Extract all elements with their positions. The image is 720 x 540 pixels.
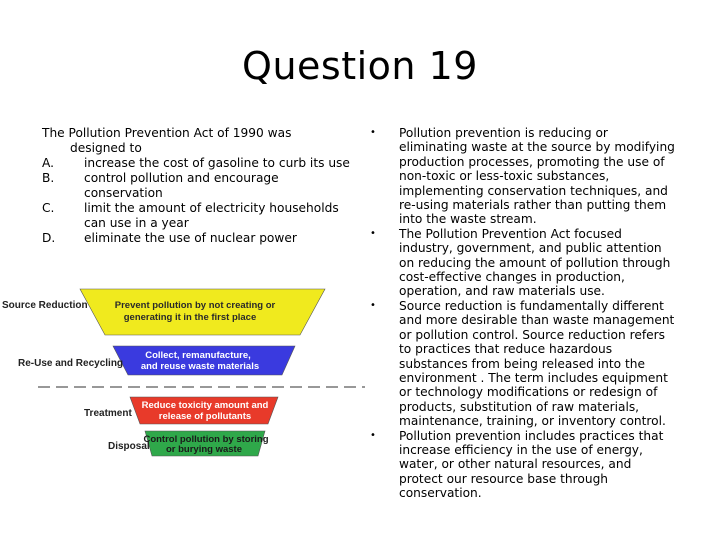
bullet-1-line: eliminating waste at the source by modifying [399,140,675,155]
bullet-dot: • [370,299,376,311]
slide-title: Question 19 [242,44,478,88]
option-d-letter: D. [42,231,56,245]
tier-reuse-recycling-text-1: Collect, remanufacture, [145,350,251,361]
option-b-text-line-2: conservation [84,186,163,200]
bullet-2-line: operation, and raw materials use. [399,284,605,299]
bullet-3-line: environment . The term includes equipment [399,370,668,385]
bullet-3-line: substances from being released into the [399,356,646,371]
question-block [42,126,362,246]
bullet-3-line: or technology modifications or redesign of [399,385,658,400]
option-a-text: increase the cost of gasoline to curb its use [84,156,350,170]
tier-disposal-label: Disposal [108,441,150,452]
tier-source-reduction-text-1: Prevent pollution by not creating or [114,300,276,311]
bullet-4 [370,429,682,501]
bullet-2-line: industry, government, and public attention [399,241,662,256]
option-b[interactable] [42,171,362,201]
bullet-4-line: protect our resource base through [399,471,609,486]
bullet-2-line: cost-effective changes in production, [399,270,625,285]
bullet-1-line: implementing conservation techniques, and [399,183,668,198]
option-c-letter: C. [42,201,55,215]
tier-reuse-recycling-text-2: and reuse waste materials [140,361,260,372]
option-d[interactable] [42,231,362,246]
bullet-3-line: to practices that reduce hazardous [399,342,613,357]
bullet-4-line: conservation. [399,486,482,501]
bullet-2 [370,227,682,299]
bullet-3-line: and more desirable than waste management [399,313,675,328]
tier-disposal-text-2: or burying waste [165,444,243,455]
bullet-2-line: The Pollution Prevention Act focused [399,226,622,241]
bullet-4-line: increase efficiency in the use of energy, [399,442,643,457]
tier-source-reduction-text-2: generating it in the first place [123,312,257,323]
option-a-letter: A. [42,156,54,170]
option-b-text-line-1: control pollution and encourage [84,171,279,185]
tier-treatment-text-2: release of pollutants [158,411,252,422]
question-stem-line-2: designed to [70,141,142,155]
bullet-2-line: on reducing the amount of pollution through [399,255,671,270]
bullet-3-line: products, substitution of raw materials, [399,399,640,414]
bullet-4-line: Pollution prevention includes practices that [399,428,664,443]
explanation-bullets [370,126,682,501]
bullet-4-line: water, or other natural resources, and [399,457,632,472]
bullet-dot: • [370,227,376,239]
tier-disposal-text-1: Control pollution by storing [143,434,269,445]
bullet-dot: • [370,127,376,138]
bullet-dot: • [370,429,376,441]
bullet-3-line: or pollution control. Source reduction refers [399,327,665,342]
bullet-1-line: production processes, promoting the use of [399,154,665,169]
waste-hierarchy-pyramid [0,285,370,465]
bullet-1-line: Pollution prevention is reducing or [399,126,608,140]
tier-treatment-text-1: Reduce toxicity amount and [141,400,269,411]
tier-reuse-recycling-label: Re-Use and Recycling [18,358,124,369]
tier-treatment-label: Treatment [84,408,132,419]
bullet-1-line: non-toxic or less-toxic substances, [399,169,610,184]
bullet-3-line: maintenance, training, or inventory control. [399,414,666,429]
option-c-text-line-1: limit the amount of electricity households [84,201,339,215]
option-a[interactable] [42,156,362,171]
option-b-letter: B. [42,171,55,185]
option-c[interactable] [42,201,362,231]
bullet-3 [370,299,682,429]
bullet-1-line: re-using materials rather than putting them [399,198,667,213]
bullet-1-line: into the waste stream. [399,212,537,227]
option-d-text: eliminate the use of nuclear power [84,231,297,245]
bullet-1 [370,126,682,227]
bullet-3-line: Source reduction is fundamentally different [399,298,664,313]
tier-source-reduction-label: Source Reduction [2,300,88,311]
question-stem-line-1: The Pollution Prevention Act of 1990 was [42,126,292,140]
option-c-text-line-2: can use in a year [84,216,189,230]
